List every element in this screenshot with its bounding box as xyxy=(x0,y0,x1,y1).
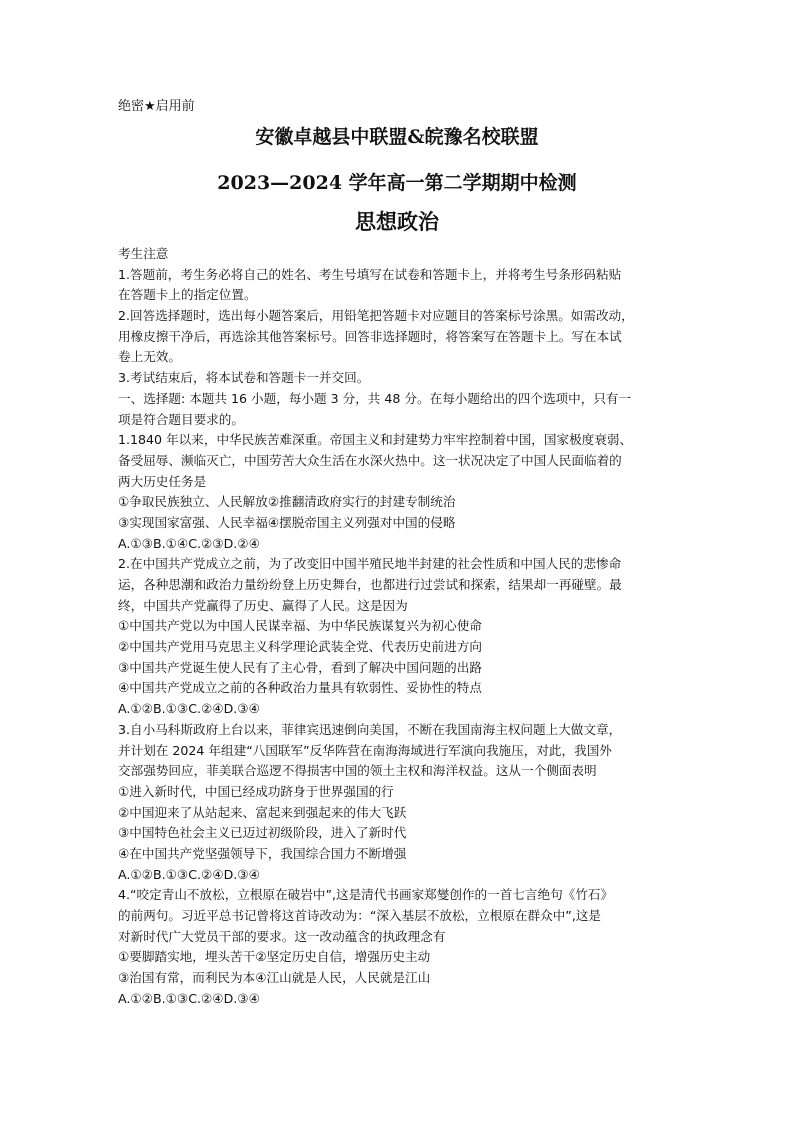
exam-title-alliance: 安徽卓越县中联盟&皖豫名校联盟 xyxy=(255,126,539,148)
question-4 xyxy=(118,885,684,1009)
q2-option-2: ②中国共产党用马克思主义科学理论武装全党、代表历史前进方向 xyxy=(118,639,482,655)
notice-item-2-line-2: 用橡皮擦干净后，再选涂其他答案标号。回答非选择题时，将答案写在答题卡上。写在本试 xyxy=(118,328,622,344)
q1-options-3-4: ③实现国家富强、人民幸福④摆脱帝国主义列强对中国的侵略 xyxy=(118,514,456,530)
notice-item-3: 3.考试结束后，将本试卷和答题卡一并交回。 xyxy=(118,370,370,386)
q3-stem-line-2: 并计划在 2024 年组建“八国联军”反华阵营在南海海域进行军演向我施压，对此，我国外 xyxy=(118,742,612,758)
notice-item-2-line-3: 卷上无效。 xyxy=(118,349,181,365)
q2-option-4: ④中国共产党成立之前的各种政治力量具有软弱性、妥协性的特点 xyxy=(118,680,482,696)
section-intro-line-1: 一、选择题: 本题共 16 小题，每小题 3 分，共 48 分。在每小题给出的四个选项中，只有一 xyxy=(118,390,632,406)
notice-heading: 考生注意 xyxy=(118,246,169,261)
secret-mark: 绝密★启用前 xyxy=(118,99,195,114)
q2-answer-choices: A.①②B.①③C.②④D.③④ xyxy=(118,701,260,717)
question-2 xyxy=(118,554,684,720)
notice-item-1-line-2: 在答题卡上的指定位置。 xyxy=(118,287,257,303)
q2-stem-line-1: 2.在中国共产党成立之前，为了改变旧中国半殖民地半封建的社会性质和中国人民的悲惨命 xyxy=(118,556,622,572)
exam-subject: 思想政治 xyxy=(355,209,439,234)
q3-option-2: ②中国迎来了从站起来、富起来到强起来的伟大飞跃 xyxy=(118,804,407,820)
notice-item-1-line-1: 1.答题前，考生务必将自己的姓名、考生号填写在试卷和答题卡上，并将考生号条形码粘贴 xyxy=(118,266,622,282)
question-1 xyxy=(118,430,684,554)
q4-options-3-4: ③治国有常，而利民为本④江山就是人民，人民就是江山 xyxy=(118,970,431,986)
q3-stem-line-3: 交部强势回应，菲美联合巡逻不得损害中国的领土主权和海洋权益。这从一个侧面表明 xyxy=(118,763,597,779)
q3-stem-line-1: 3.自小马科斯政府上台以来，菲律宾迅速倒向美国，不断在我国南海主权问题上大做文章， xyxy=(118,721,622,737)
q4-options-1-2: ①要脚踏实地，埋头苦干②坚定历史自信，增强历史主动 xyxy=(118,949,431,965)
q2-option-1: ①中国共产党以为中国人民谋幸福、为中华民族谋复兴为初心使命 xyxy=(118,618,482,634)
q4-stem-line-2: 的前两句。习近平总书记曾将这首诗改动为：“深入基层不放松，立根原在群众中”,这是 xyxy=(118,908,602,923)
q3-option-3: ③中国特色社会主义已迈过初级阶段，进入了新时代 xyxy=(118,825,407,841)
q1-stem-line-3: 两大历史任务是 xyxy=(118,473,207,489)
question-3 xyxy=(118,720,684,886)
q2-stem-line-3: 终，中国共产党赢得了历史、赢得了人民。这是因为 xyxy=(118,597,408,613)
exam-body xyxy=(118,244,684,1009)
q4-stem-line-1: 4.“咬定青山不放松，立根原在破岩中”,这是清代书画家郑燮创作的一首七言绝句《竹石》 xyxy=(118,887,614,903)
q4-answer-choices: A.①②B.①③C.②④D.③④ xyxy=(118,990,260,1006)
candidate-notice xyxy=(118,244,684,389)
q1-stem-line-1: 1.1840 年以来，中华民族苦难深重。帝国主义和封建势力牢牢控制着中国，国家极度衰弱、 xyxy=(118,432,633,448)
notice-item-2-line-1: 2.回答选择题时，选出每小题答案后，用铅笔把答题卡对应题目的答案标号涂黑。如需改动， xyxy=(118,308,634,324)
q3-option-1: ①进入新时代，中国已经成功跻身于世界强国的行 xyxy=(118,783,394,799)
q1-stem-line-2: 备受屈辱、濒临灭亡，中国劳苦大众生活在水深火热中。这一状况决定了中国人民面临着的 xyxy=(118,452,622,468)
q2-option-3: ③中国共产党诞生使人民有了主心骨，看到了解决中国问题的出路 xyxy=(118,659,482,675)
q3-option-4: ④在中国共产党坚强领导下，我国综合国力不断增强 xyxy=(118,845,407,861)
exam-title-term: 2023—2024 学年高一第二学期期中检测 xyxy=(217,172,577,194)
q4-stem-line-3: 对新时代广大党员干部的要求。这一改动蕴含的执政理念有 xyxy=(118,928,446,944)
section-intro-line-2: 项是符合题目要求的。 xyxy=(118,411,244,427)
section-choice-intro xyxy=(118,389,684,430)
q1-answer-choices: A.①③B.①④C.②③D.②④ xyxy=(118,535,260,551)
q1-options-1-2: ①争取民族独立、人民解放②推翻清政府实行的封建专制统治 xyxy=(118,494,456,510)
q2-stem-line-2: 运，各种思潮和政治力量纷纷登上历史舞台，也都进行过尝试和探索，结果却一再碰壁。最 xyxy=(118,577,622,592)
q3-answer-choices: A.①②B.①③C.②④D.③④ xyxy=(118,866,260,882)
